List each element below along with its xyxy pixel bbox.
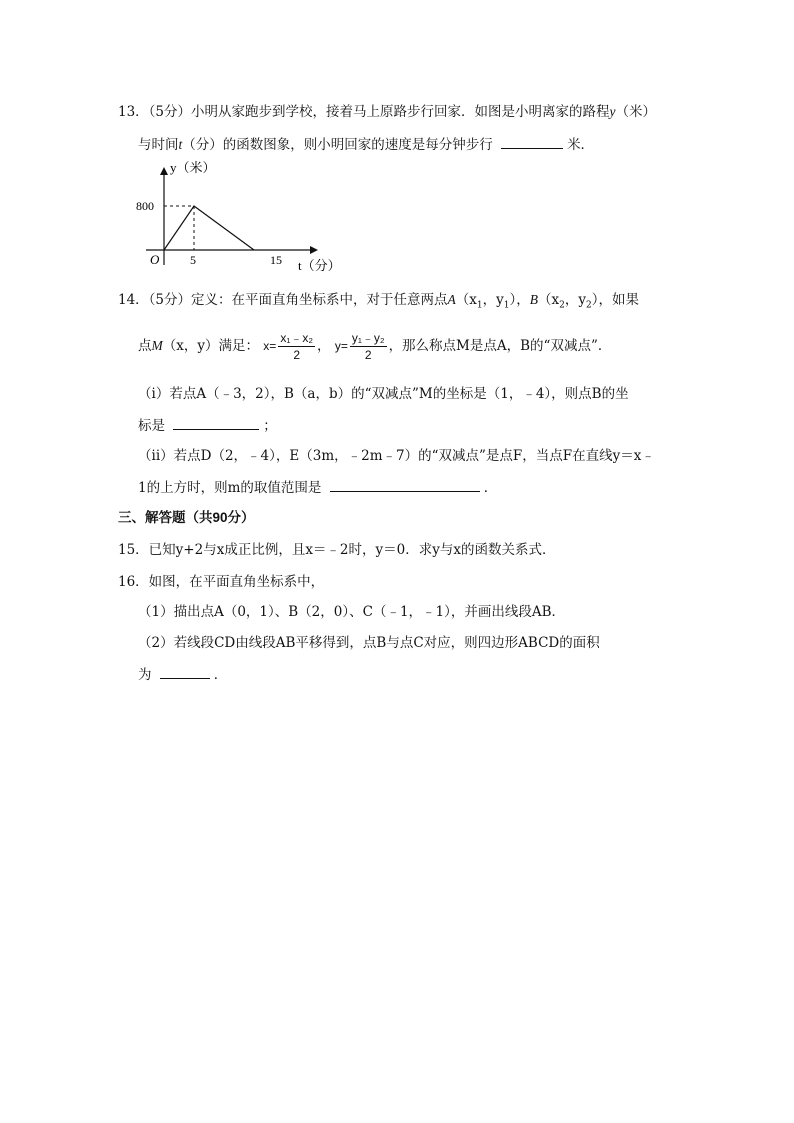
x-tick-5: 5 — [190, 253, 196, 267]
q14-a-end: ）， — [509, 292, 530, 308]
q16-part2-c: ． — [213, 667, 228, 683]
q14-part1-line-1 — [138, 384, 629, 404]
x-tick-15: 15 — [270, 253, 282, 267]
q14-a-coord: （x — [455, 292, 477, 308]
q14-text-2b: （x，y）满足： — [162, 338, 259, 354]
q13-text-2a: 与时间 — [138, 137, 179, 153]
q16-part2-b: 为 — [138, 667, 152, 683]
q14-text-2a: 点 — [138, 338, 152, 354]
q14-part2-c: ． — [483, 480, 498, 496]
y-axis-label: y（米） — [170, 160, 216, 175]
y-numerator: y₁﹣y₂ — [351, 331, 385, 345]
q13-line-1 — [118, 102, 656, 122]
distance-line — [164, 206, 254, 250]
q14-point-a: A — [447, 292, 456, 307]
q13-text-2c: 米． — [567, 137, 595, 153]
sub-2: 2 — [559, 300, 565, 311]
section-3-heading: 三、解答题（共90分） — [118, 510, 255, 525]
y-tick-800: 800 — [136, 199, 154, 213]
q13-text: 13．（5分）小明从家跑步到学校，接着马上原路步行回家．如图是小明离家的路程 — [118, 104, 610, 120]
q13-t-var: t — [178, 137, 183, 152]
q13-text-2b: （分）的函数图象，则小明回家的速度是每分钟步行 — [182, 137, 493, 153]
q14-part2-a: （ii）若点D（2，﹣4），E（3m，﹣2m﹣7）的“双减点”是点F，当点F在直线y＝x﹣ — [138, 448, 655, 464]
origin-label: O — [150, 252, 160, 267]
q14-part1-line-2 — [138, 415, 277, 436]
y-axis-arrow — [160, 167, 168, 175]
q14-part1-c: 标是 — [138, 418, 165, 434]
q14-a-mid: ，y — [482, 292, 504, 308]
y-denominator: 2 — [364, 348, 372, 362]
x-axis-label: t（分） — [298, 258, 341, 273]
q14-part1-answer-blank[interactable] — [173, 415, 259, 430]
x-eq: x= — [263, 339, 277, 353]
sub-2b: 2 — [586, 300, 592, 311]
q14-part2-b: 1的上方时，则m的取值范围是 — [138, 480, 322, 496]
sub-1b: 1 — [503, 300, 510, 311]
q13-unit: （米） — [615, 104, 657, 120]
q14-b-coord: （x — [538, 292, 560, 308]
q14-part2-line-1 — [138, 446, 655, 466]
q14-part2-answer-blank[interactable] — [330, 477, 480, 492]
q14-part1-a: （i）若点 — [138, 386, 197, 402]
q14-point-b: B — [529, 292, 539, 307]
y-eq: y= — [334, 339, 348, 353]
q15-text: 15．已知y+2与x成正比例，且x＝﹣2时，y＝0．求y与x的函数关系式． — [118, 542, 556, 558]
sub-1: 1 — [476, 300, 483, 311]
q16-answer-blank[interactable] — [160, 664, 210, 679]
y-fraction — [350, 330, 387, 363]
q14-b-mid: ，y — [564, 292, 587, 308]
q16-part2: （2）若线段CD由线段AB平移得到，点B与点C对应，则四边形ABCD的面积 — [138, 635, 600, 651]
x-fraction — [278, 330, 315, 363]
x-numerator: x₁﹣x₂ — [280, 331, 314, 345]
q13-y-var: y — [609, 104, 616, 119]
q14-part1-d: ； — [263, 418, 277, 434]
q14-point-m: M — [151, 338, 163, 353]
q13-answer-blank[interactable] — [501, 134, 563, 149]
q14-line-2: 点M（x，y）满足： x= $\frac{\text{x₁﹣x₂}}{2}$ ， y= $\frac{\text{y₁﹣y₂}}{2}$ ，那么称点M是点A，B的“双减点”． — [138, 331, 612, 362]
q13-line-2 — [138, 134, 594, 155]
x-denominator: 2 — [293, 348, 301, 362]
q13-graph — [130, 155, 360, 275]
q14-part1-b: A（﹣3，2），B（a，b）的“双减点”M的坐标是（1，﹣4），则点B的坐 — [196, 386, 629, 402]
q16-part1: （1）描出点A（0，1）、B（2，0）、C（﹣1，﹣1），并画出线段AB． — [138, 604, 566, 620]
q14-line-1 — [118, 290, 639, 316]
x-axis-arrow — [310, 246, 318, 254]
q14-part2-line-2 — [138, 477, 497, 498]
q16-part2-line-2 — [138, 664, 227, 685]
q16-line-1: 16．如图，在平面直角坐标系中， — [118, 574, 325, 590]
q14-text-2c: ，那么称点M是点A，B的“双减点”． — [388, 338, 612, 354]
q14-text-1: 14．（5分）定义：在平面直角坐标系中，对于任意两点 — [118, 292, 448, 308]
q14-b-end: ），如果 — [591, 292, 639, 308]
